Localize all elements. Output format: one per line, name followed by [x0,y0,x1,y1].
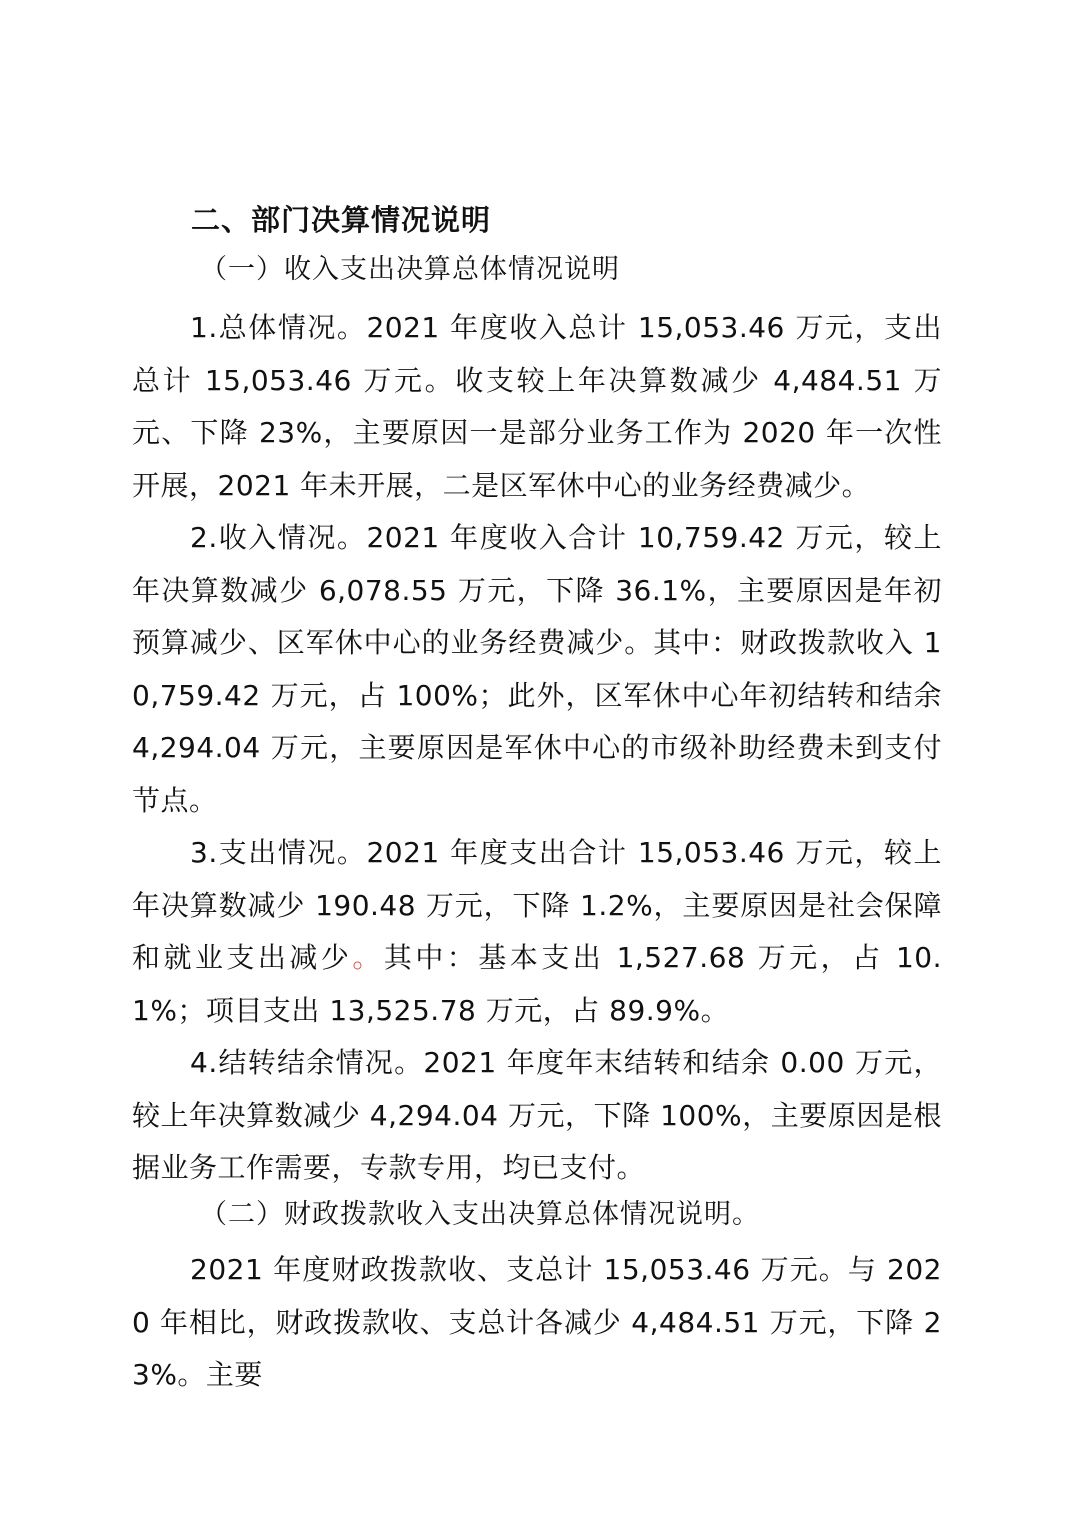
paragraph-income: 2.收入情况。2021 年度收入合计 10,759.42 万元，较上年决算数减少 6,078.55 万元，下降 36.1%，主要原因是年初预算减少、区军休中心的业务经费减少。其中：财政拨款收入 10,759.42 万元，占 100%；此外，区军休中心年初结转和结余 4,294.04 万元，主要原因是军休中心的市级补助经费未到支付节点。 [132,521,942,817]
paragraph-expenditure [132,827,942,1037]
paragraph-overall: 1.总体情况。2021 年度收入总计 15,053.46 万元，支出总计 15,053.46 万元。收支较上年决算数减少 4,484.51 万元、下降 23%，主要原因一是部分业务工作为 2020 年一次性开展，2021 年未开展，二是区军休中心的业务经费减少。 [132,311,942,502]
paragraph-carryover: 4.结转结余情况。2021 年度年末结转和结余 0.00 万元，较上年决算数减少 4,294.04 万元，下降 100%，主要原因是根据业务工作需要，专款专用，均已支付。 [132,1046,942,1184]
expenditure-text-part2: 其中：基本支出 1,527.68 万元，占 10.1%；项目支出 13,525.78 万元，占 89.9%。 [132,941,942,1027]
paragraph-fiscal-summary: 2021 年度财政拨款收、支总计 15,053.46 万元。与 2020 年相比，财政拨款收、支总计各减少 4,484.51 万元，下降 23%。主要 [132,1253,942,1391]
expenditure-text-part1: 3.支出情况。2021 年度支出合计 15,053.46 万元，较上年决算数减少 190.48 万元，下降 1.2%，主要原因是社会保障和就业支出减少 [132,836,942,974]
highlighted-period-mark: 。 [352,941,384,974]
subsection-title-1: （一）收入支出决算总体情况说明 [200,254,620,285]
section-heading: 二、部门决算情况说明 [191,203,492,237]
subsection-title-2: （二）财政拨款收入支出决算总体情况说明。 [200,1199,760,1230]
